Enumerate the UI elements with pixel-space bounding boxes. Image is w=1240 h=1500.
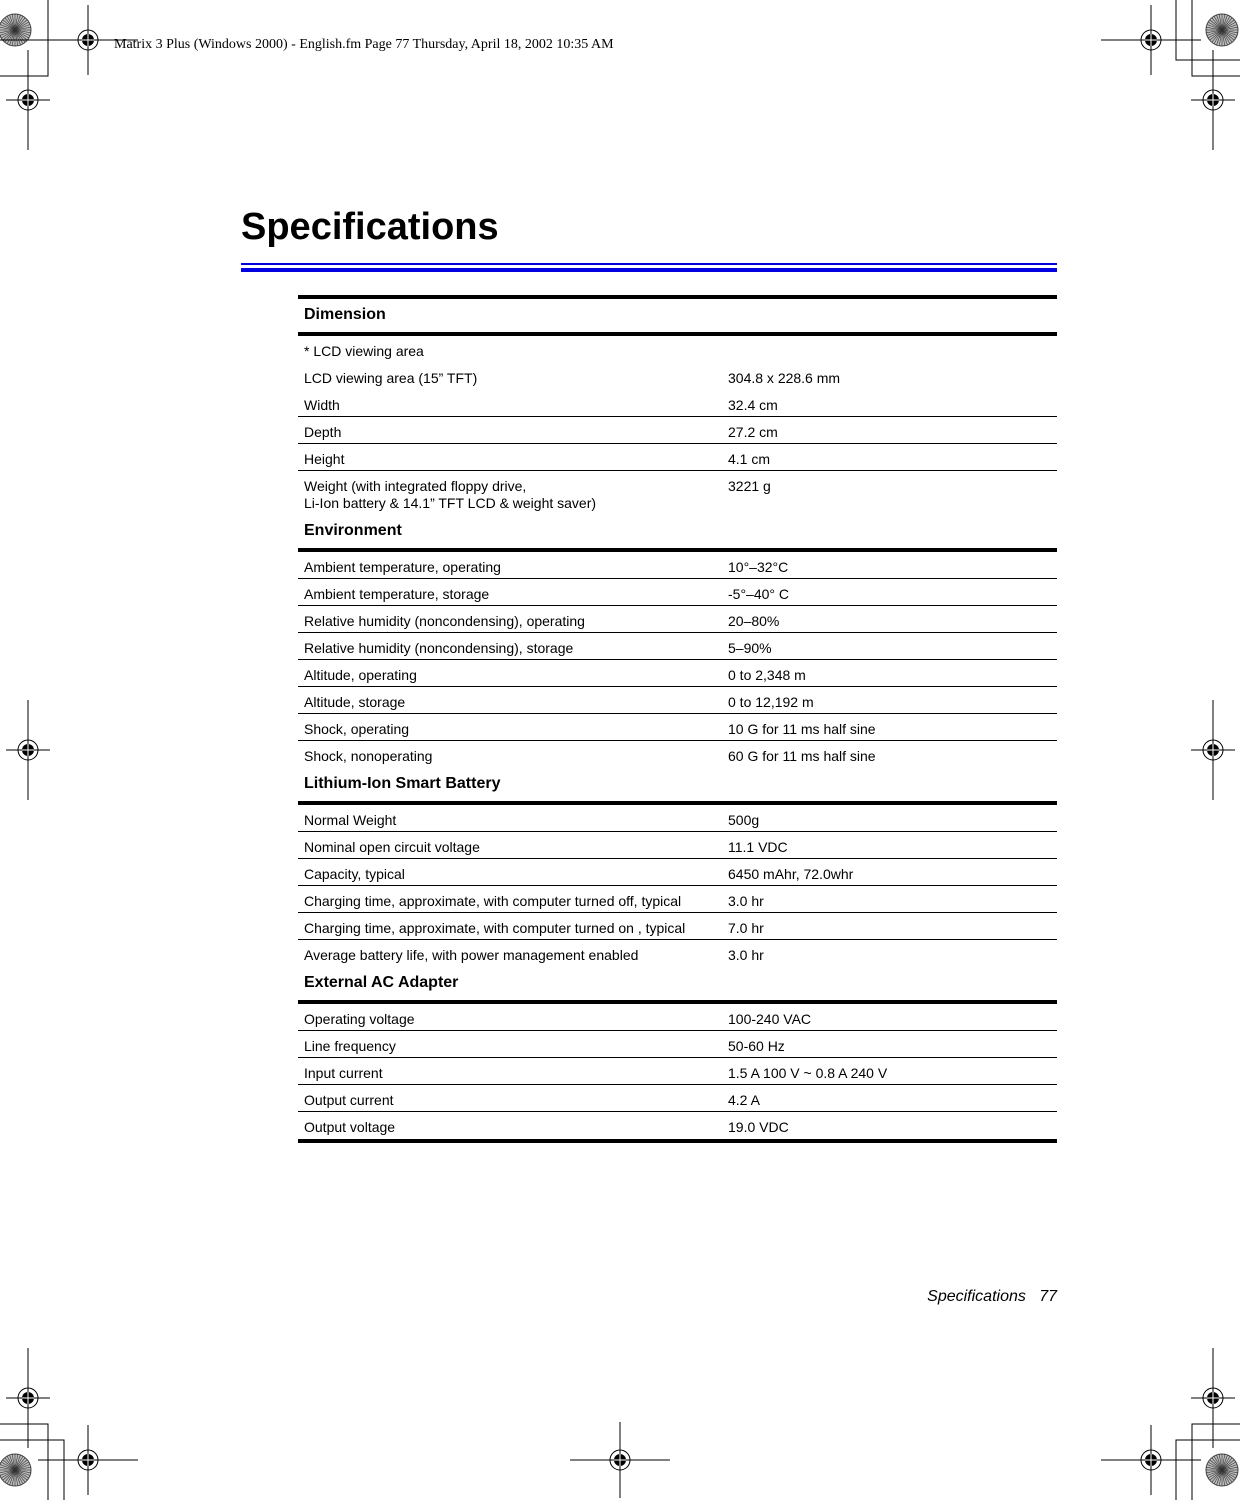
spec-label: Operating voltage [304,1011,415,1027]
table-row [298,579,1057,606]
table-row [298,741,1057,768]
spec-value: 0 to 2,348 m [728,667,806,683]
title-rule [241,263,1057,265]
spec-value: 4.1 cm [728,451,771,467]
spec-label: Relative humidity (noncondensing), operating [304,613,585,629]
title-rule [241,268,1057,272]
table-row [298,859,1057,886]
section-heading: Lithium-Ion Smart Battery [298,768,1057,805]
table-row [298,552,1057,579]
spec-value: 10°–32°C [728,559,789,575]
table-row [298,633,1057,660]
table-row [298,886,1057,913]
spec-value: 4.2 A [728,1092,760,1108]
spec-label: Ambient temperature, storage [304,586,490,602]
spec-value: 1.5 A 100 V ~ 0.8 A 240 V [728,1065,888,1081]
table-row [298,606,1057,633]
spec-value: 100-240 VAC [728,1011,812,1027]
table-row [298,390,1057,417]
table-row [298,363,1057,390]
table-row [298,687,1057,714]
spec-label: Shock, operating [304,721,410,737]
spec-label: Nominal open circuit voltage [304,839,480,855]
table-row [298,336,1057,363]
spec-value: 0 to 12,192 m [728,694,814,710]
spec-value: 27.2 cm [728,424,778,440]
spec-label: Depth [304,424,342,440]
spec-label: Relative humidity (noncondensing), storage [304,640,574,656]
spec-label: Output voltage [304,1119,396,1135]
spec-label: Altitude, operating [304,667,417,683]
spec-value: 3.0 hr [728,947,764,963]
spec-value: 6450 mAhr, 72.0whr [728,866,854,882]
table-row [298,417,1057,444]
spec-label: Input current [304,1065,383,1081]
spec-value: 3221 g [728,478,771,494]
spec-value: 50-60 Hz [728,1038,785,1054]
spec-label: Height [304,451,345,467]
section-heading: External AC Adapter [298,967,1057,1004]
spec-value: 19.0 VDC [728,1119,789,1135]
spec-label: Line frequency [304,1038,396,1054]
table-row [298,1031,1057,1058]
spec-label: Average battery life, with power management enabled [304,947,639,963]
table-row [298,714,1057,741]
spec-label: Shock, nonoperating [304,748,433,764]
spec-label: Normal Weight [304,812,397,828]
table-row [298,1058,1057,1085]
spec-label: Weight (with integrated floppy drive, Li-Ion battery & 14.1” TFT LCD & weight saver) [304,478,597,511]
spec-value [722,336,1057,363]
specifications-table [298,295,1057,1143]
spec-label: Altitude, storage [304,694,406,710]
spec-value: -5°–40° C [728,586,790,602]
table-row [298,940,1057,967]
spec-label: Capacity, typical [304,866,405,882]
spec-value: 20–80% [728,613,780,629]
spec-label: Output current [304,1092,394,1108]
table-row [298,471,1057,515]
table-row [298,832,1057,859]
spec-value: 3.0 hr [728,893,764,909]
spec-value: 60 G for 11 ms half sine [728,748,876,764]
spec-value: 500g [728,812,760,828]
section-heading: Environment [298,515,1057,552]
page-footer: Specifications 77 [927,1288,1057,1305]
table-row [298,913,1057,940]
spec-value: 32.4 cm [728,397,778,413]
spec-value: 11.1 VDC [728,839,788,855]
spec-label: * LCD viewing area [304,343,424,359]
table-row [298,1085,1057,1112]
table-row [298,1004,1057,1031]
spec-value: 7.0 hr [728,920,764,936]
table-row [298,805,1057,832]
table-row [298,444,1057,471]
table-end-rule [298,1139,1057,1143]
spec-label: Ambient temperature, operating [304,559,501,575]
section-heading: Dimension [298,295,1057,336]
page-title: Specifications [241,206,499,248]
spec-label: Charging time, approximate, with computer turned off, typical [304,893,682,909]
spec-value: 304.8 x 228.6 mm [728,370,841,386]
table-row [298,660,1057,687]
spec-label: LCD viewing area (15” TFT) [304,370,478,386]
spec-label: Charging time, approximate, with computer turned on , typical [304,920,686,936]
spec-value: 10 G for 11 ms half sine [728,721,876,737]
spec-label: Width [304,397,340,413]
table-row [298,1112,1057,1139]
print-header: Matrix 3 Plus (Windows 2000) - English.fm Page 77 Thursday, April 18, 2002 10:35 AM [114,37,614,52]
spec-value: 5–90% [728,640,772,656]
